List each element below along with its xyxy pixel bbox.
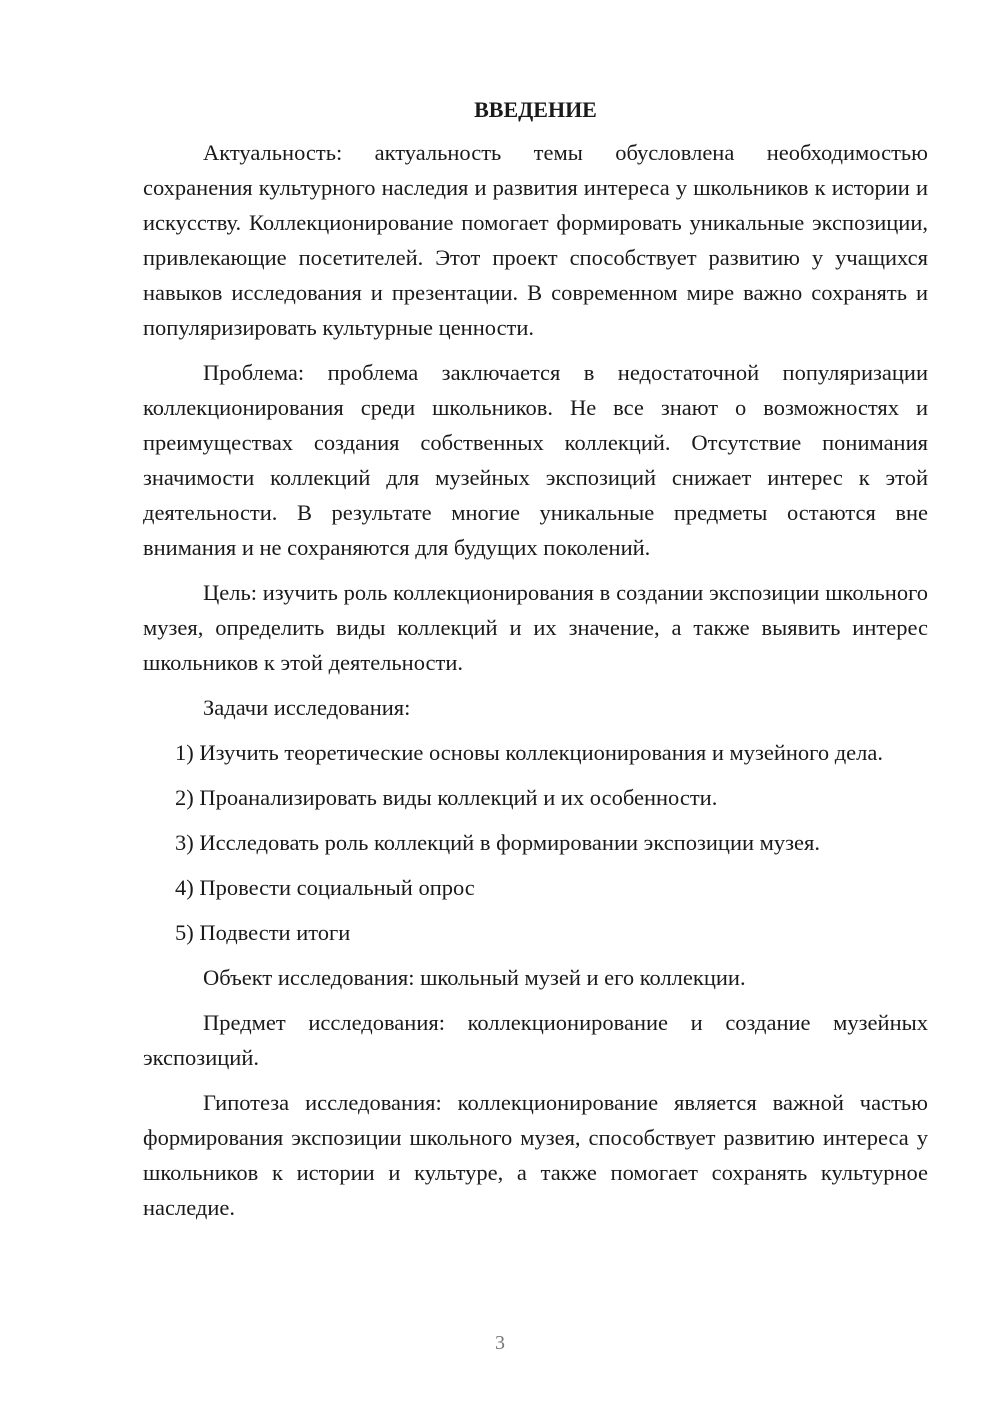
page-number: 3: [495, 1332, 505, 1354]
task-item-5: 5) Подвести итоги: [175, 920, 351, 945]
paragraph-hypothesis: Гипотеза исследования: коллекционирование является важной частью формирования экспозиции школьного музея, способствует развитию интереса у школьников к истории и культуре, а также помогает сохранять культурное наследие.: [143, 1090, 928, 1220]
task-item-2: 2) Проанализировать виды коллекций и их особенности.: [175, 785, 718, 810]
paragraph-goal: Цель: изучить роль коллекционирования в создании экспозиции школьного музея, определить виды коллекций и их значение, а также выявить интерес школьников к этой деятельности.: [143, 580, 928, 675]
paragraph-problem: Проблема: проблема заключается в недостаточной популяризации коллекционирования среди школьников. Не все знают о возможностях и преимуществах создания собственных коллекций. Отсутствие понимания значимости коллекций для музейных экспозиций снижает интерес к этой деятельности. В результате многие уникальные предметы остаются вне внимания и не сохраняются для будущих поколений.: [143, 360, 928, 560]
task-item-1: 1) Изучить теоретические основы коллекционирования и музейного дела.: [175, 740, 884, 765]
document-body: [143, 95, 928, 1235]
task-item-3: 3) Исследовать роль коллекций в формировании экспозиции музея.: [175, 830, 820, 855]
task-item-4: 4) Провести социальный опрос: [175, 875, 475, 900]
tasks-title: Задачи исследования:: [203, 695, 411, 720]
paragraph-subject: Предмет исследования: коллекционирование и создание музейных экспозиций.: [143, 1010, 928, 1070]
paragraph-relevance: Актуальность: актуальность темы обусловлена необходимостью сохранения культурного наследия и развития интереса у школьников к истории и искусству. Коллекционирование помогает формировать уникальные экспозиции, привлекающие посетителей. Этот проект способствует развитию у учащихся навыков исследования и презентации. В современном мире важно сохранять и популяризировать культурные ценности.: [143, 140, 928, 340]
page-title: ВВЕДЕНИЕ: [474, 97, 597, 122]
paragraph-object: Объект исследования: школьный музей и его коллекции.: [203, 965, 746, 990]
